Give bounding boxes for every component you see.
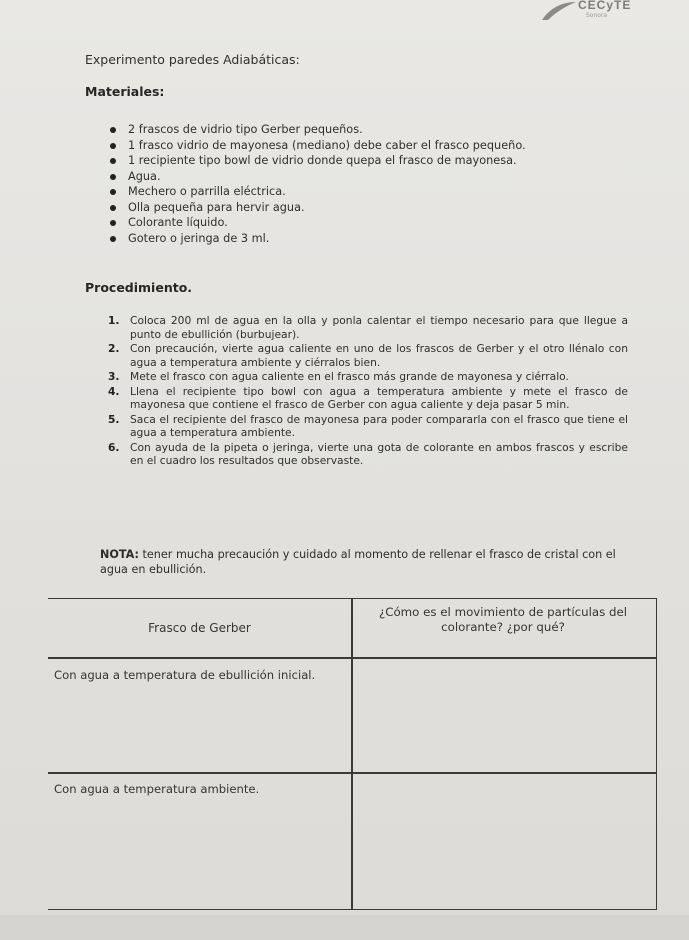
row2-label: Con agua a temperatura ambiente. — [54, 782, 260, 796]
list-item: Colorante líquido. — [110, 215, 526, 231]
cecyte-logo — [540, 0, 689, 26]
step-item: 1. Coloca 200 ml de agua en la olla y ponla calentar el tiempo necesario para que llegue a punto de ebullición (burbujear). — [108, 314, 628, 341]
row1-label: Con agua a temperatura de ebullición inicial. — [54, 668, 316, 682]
note-text: tener mucha precaución y cuidado al momento de rellenar el frasco de cristal con el agua en ebullición. — [100, 548, 616, 576]
bullet-icon — [110, 143, 116, 149]
step-item: 4. Llena el recipiente tipo bowl con agua a temperatura ambiente y mete el frasco de mayonesa que contiene el frasco de Gerber con agua caliente y deja pasar 5 min. — [108, 384, 628, 411]
list-item: 2 frascos de vidrio tipo Gerber pequeños. — [110, 122, 526, 138]
row1-answer-cell[interactable] — [353, 659, 653, 771]
bullet-icon — [110, 158, 116, 164]
note-label: NOTA: — [100, 548, 139, 561]
col1-header: Frasco de Gerber — [148, 621, 251, 635]
page-shadow — [0, 915, 689, 940]
step-item: 2. Con precaución, vierte agua caliente en uno de los frascos de Gerber y el otro llénalo con agua a temperatura ambiente y ciérralos bien. — [108, 342, 628, 369]
bullet-icon — [110, 220, 116, 226]
bullet-icon — [110, 127, 116, 133]
list-item: Mechero o parrilla eléctrica. — [110, 184, 526, 200]
list-item: 1 frasco vidrio de mayonesa (mediano) debe caber el frasco pequeño. — [110, 138, 526, 154]
list-item: Gotero o jeringa de 3 ml. — [110, 231, 526, 247]
swoosh-icon — [540, 0, 580, 22]
step-item: 3. Mete el frasco con agua caliente en el frasco más grande de mayonesa y ciérralo. — [108, 370, 569, 383]
procedure-heading: Procedimiento. — [85, 280, 193, 295]
note-paragraph — [100, 547, 620, 577]
bullet-icon — [110, 174, 116, 180]
logo-subtext: Sonora — [586, 12, 608, 19]
list-item: Agua. — [110, 169, 526, 185]
step-item: 5. Saca el recipiente del frasco de mayonesa para poder compararla con el frasco que tiene el agua a temperatura ambiente. — [108, 412, 628, 439]
logo-text: CECyTE — [578, 0, 632, 12]
step-item: 6. Con ayuda de la pipeta o jeringa, vierte una gota de colorante en ambos frascos y escribe en el cuadro los resultados que observaste. — [108, 440, 628, 467]
page-title: Experimento paredes Adiabáticas: — [85, 52, 300, 67]
procedure-steps — [108, 314, 628, 469]
bullet-icon — [110, 205, 116, 211]
materials-list — [110, 122, 526, 246]
bullet-icon — [110, 236, 116, 242]
bullet-icon — [110, 189, 116, 195]
results-table — [48, 598, 657, 910]
row2-answer-cell[interactable] — [353, 774, 653, 908]
list-item: 1 recipiente tipo bowl de vidrio donde quepa el frasco de mayonesa. — [110, 153, 526, 169]
list-item: Olla pequeña para hervir agua. — [110, 200, 526, 216]
col2-header: ¿Cómo es el movimiento de partículas del colorante? ¿por qué? — [378, 605, 628, 634]
materials-heading: Materiales: — [85, 84, 165, 99]
